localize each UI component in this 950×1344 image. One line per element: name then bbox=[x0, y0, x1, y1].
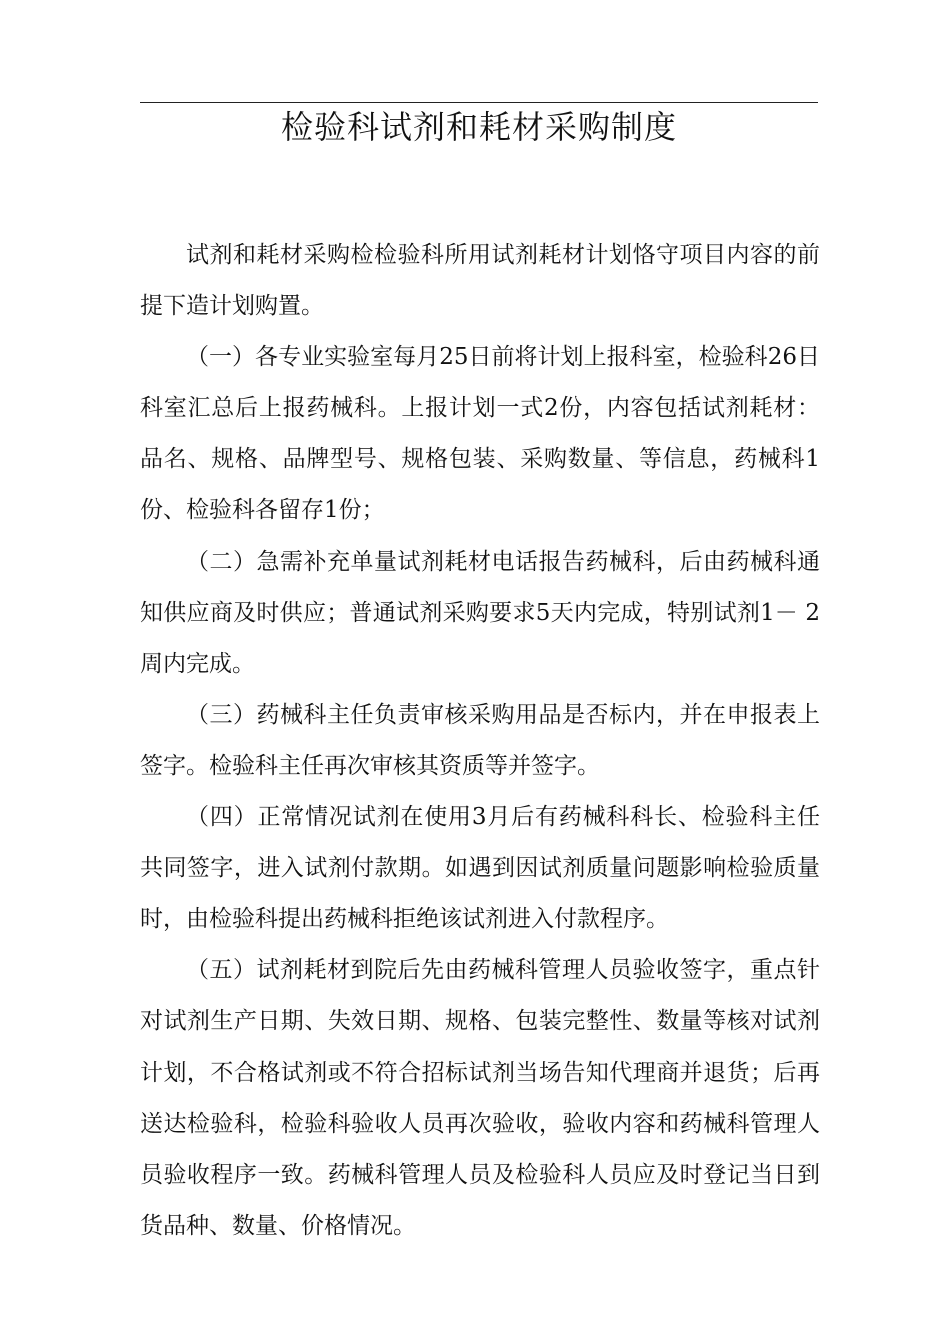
intro-paragraph: 试剂和耗材采购检检验科所用试剂耗材计划恪守项目内容的前提下造计划购置。 bbox=[140, 242, 820, 320]
clause-4-paragraph: （四）正常情况试剂在使用3月后有药械科科长、检验科主任共同签字，进入试剂付款期。如遇到因试剂质量问题影响检验质量时，由检验科提出药械科拒绝该试剂进入付款程序。 bbox=[140, 804, 820, 933]
document-body bbox=[140, 230, 820, 1252]
header-rule bbox=[140, 102, 818, 103]
clause-5-paragraph: （五）试剂耗材到院后先由药械科管理人员验收签字，重点针对试剂生产日期、失效日期、规格、包装完整性、数量等核对试剂计划，不合格试剂或不符合招标试剂当场告知代理商并退货；后再送达检验科，检验科验收人员再次验收，验收内容和药械科管理人员验收程序一致。药械科管理人员及检验科人员应及时登记当日到货品种、数量、价格情况。 bbox=[140, 957, 820, 1239]
clause-3-paragraph: （三）药械科主任负责审核采购用品是否标内，并在申报表上签字。检验科主任再次审核其资质等并签字。 bbox=[140, 701, 820, 779]
clause-2-paragraph: （二）急需补充单量试剂耗材电话报告药械科，后由药械科通知供应商及时供应；普通试剂采购要求5天内完成，特别试剂1－ 2周内完成。 bbox=[140, 548, 820, 677]
clause-1-paragraph: （一）各专业实验室每月25日前将计划上报科室，检验科26日科室汇总后上报药械科。上报计划一式2份，内容包括试剂耗材：品名、规格、品牌型号、规格包装、采购数量、等信息，药械科1份、检验科各留存1份； bbox=[140, 344, 820, 524]
document-title: 检验科试剂和耗材采购制度 bbox=[280, 108, 677, 146]
